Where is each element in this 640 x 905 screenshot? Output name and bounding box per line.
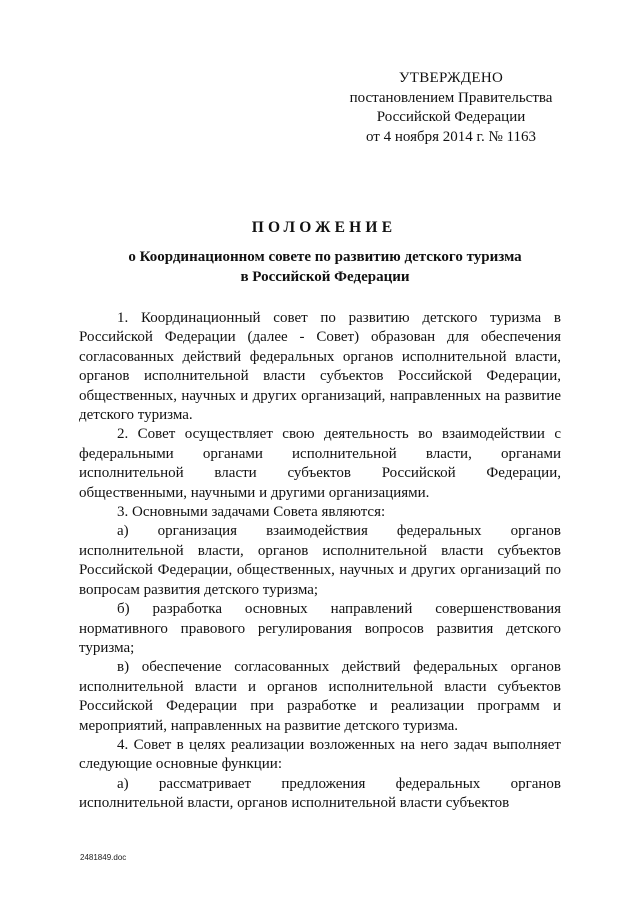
approval-line-3: от 4 ноября 2014 г. № 1163: [366, 128, 536, 145]
paragraph-3c: в) обеспечение согласованных действий федеральных органов исполнительной власти и органов исполнительной власти субъектов Российской Федерации при разработке и реализации программ и мероприятий, направленных на развитие детского туризма.: [79, 659, 561, 734]
paragraph-2: 2. Совет осуществляет свою деятельность во взаимодействии с федеральными органами исполнительной власти, органами исполнительной власти субъектов Российской Федерации, общественными, научными и другими организациями.: [79, 426, 561, 501]
subtitle-line-1: о Координационном совете по развитию детского туризма: [128, 249, 522, 265]
approval-line-1: постановлением Правительства: [349, 89, 553, 106]
approval-line-2: Российской Федерации: [376, 109, 526, 125]
paragraph-1: 1. Координационный совет по развитию детского туризма в Российской Федерации (далее - Совет) образован для обеспечения согласованных действий федеральных органов исполнительной власти, органов исполнительной власти субъектов Российской Федерации, общественных, научных и других организаций, направленных на развитие детского туризма.: [79, 310, 561, 424]
paragraph-4: 4. Совет в целях реализации возложенных на него задач выполняет следующие основные функции:: [79, 736, 561, 773]
paragraph-3a: а) организация взаимодействия федеральных органов исполнительной власти, органов исполнительной власти субъектов Российской Федерации, общественных, научных и других организаций по вопросам развития детского туризма;: [79, 523, 561, 598]
document-subtitle: [80, 248, 570, 287]
document-title: ПОЛОЖЕНИЕ: [251, 219, 397, 236]
paragraph-3b: б) разработка основных направлений совершенствования нормативного правового регулирования вопросов развития детского туризма;: [79, 601, 561, 656]
file-name-footer: 2481849.doc: [80, 853, 127, 862]
approval-block: [340, 69, 562, 147]
subtitle-line-2: в Российской Федерации: [240, 268, 410, 285]
paragraph-4a: а) рассматривает предложения федеральных органов исполнительной власти, органов исполнительной власти субъектов: [79, 775, 561, 812]
approval-heading: УТВЕРЖДЕНО: [398, 70, 504, 86]
document-body: [79, 309, 561, 814]
paragraph-3: 3. Основными задачами Совета являются:: [117, 504, 386, 521]
